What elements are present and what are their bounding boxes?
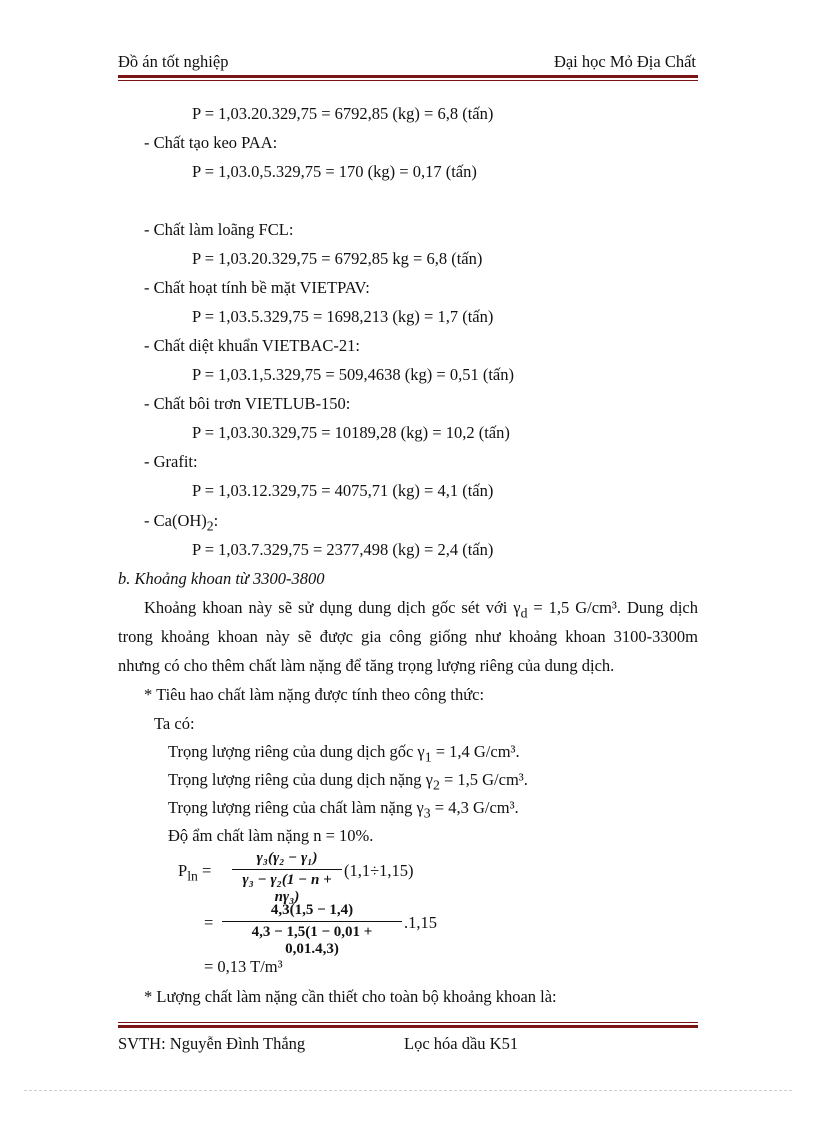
item-label: - Chất bôi trơn VIETLUB-150: bbox=[144, 394, 351, 413]
calc-line: P = 1,03.30.329,75 = 10189,28 (kg) = 10,2 (tấn) bbox=[192, 423, 510, 442]
paragraph-line: trong khoảng khoan này sẽ được gia công giống như khoảng khoan 3100-3300m bbox=[118, 627, 698, 646]
fraction-bar bbox=[232, 869, 342, 870]
text-line: Độ ẩm chất làm nặng n = 10%. bbox=[168, 826, 374, 845]
item-label: - Chất hoạt tính bề mặt VIETPAV: bbox=[144, 278, 370, 297]
formula-numerator: γ₃(γ₂ − γ₁) bbox=[256, 850, 318, 866]
item-label: - Chất tạo keo PAA: bbox=[144, 133, 278, 152]
header-rule-thin bbox=[118, 80, 698, 81]
formula-denominator: 4,3 − 1,5(1 − 0,01 + 0,01.4,3) bbox=[251, 924, 373, 957]
formula-fraction bbox=[222, 902, 402, 958]
formula-result: = 0,13 T/m³ bbox=[204, 957, 283, 976]
formula-eq: = bbox=[204, 913, 214, 932]
formula-tail: (1,1÷1,15) bbox=[344, 861, 414, 880]
paragraph-line: nhưng có cho thêm chất làm nặng để tăng trọng lượng riêng của dung dịch. bbox=[118, 656, 615, 675]
formula-numerator: 4,3(1,5 − 1,4) bbox=[270, 902, 354, 918]
calc-line: P = 1,03.20.329,75 = 6792,85 kg = 6,8 (tấn) bbox=[192, 249, 483, 268]
bullet-line: * Lượng chất làm nặng cần thiết cho toàn bộ khoảng khoan là: bbox=[144, 987, 557, 1006]
calc-line: P = 1,03.12.329,75 = 4075,71 (kg) = 4,1 (tấn) bbox=[192, 481, 494, 500]
fraction-bar bbox=[222, 921, 402, 922]
header-right: Đại học Mỏ Địa Chất bbox=[553, 52, 696, 71]
calc-line: P = 1,03.20.329,75 = 6792,85 (kg) = 6,8 (tấn) bbox=[192, 104, 494, 123]
formula-fraction bbox=[232, 850, 342, 906]
text-line: Trọng lượng riêng của dung dịch gốc $\gamma_1 = 1,4$ G/cm³. bbox=[168, 742, 520, 765]
text-line: Ta có: bbox=[154, 714, 195, 733]
footer-rule-thin bbox=[118, 1022, 698, 1023]
formula-denominator: γ₃ − γ₂(1 − n + nγ₃) bbox=[242, 872, 332, 905]
page-edge bbox=[24, 1090, 792, 1091]
header-rule bbox=[118, 75, 698, 78]
formula-lhs: $P_{ln}$ = bbox=[178, 861, 212, 884]
calc-line: P = 1,03.0,5.329,75 = 170 (kg) = 0,17 (tấn) bbox=[192, 162, 477, 181]
item-label: - Chất làm loãng FCL: bbox=[144, 220, 294, 239]
footer-left: SVTH: Nguyễn Đình Thắng bbox=[118, 1034, 306, 1053]
formula-tail: .1,15 bbox=[404, 913, 437, 932]
text-line: Trọng lượng riêng của dung dịch nặng $\gamma_2 = 1,5$ G/cm³. bbox=[168, 770, 528, 793]
item-label: - Grafit: bbox=[144, 452, 198, 471]
footer-rule bbox=[118, 1025, 698, 1028]
footer-right: Lọc hóa dầu K51 bbox=[404, 1034, 519, 1053]
calc-line: P = 1,03.5.329,75 = 1698,213 (kg) = 1,7 (tấn) bbox=[192, 307, 494, 326]
bullet-line: * Tiêu hao chất làm nặng được tính theo công thức: bbox=[144, 685, 485, 704]
calc-line: P = 1,03.7.329,75 = 2377,498 (kg) = 2,4 (tấn) bbox=[192, 540, 494, 559]
header-left: Đồ án tốt nghiệp bbox=[118, 52, 229, 71]
item-label: - Chất diệt khuẩn VIETBAC-21: bbox=[144, 336, 360, 355]
section-heading: b. Khoảng khoan từ 3300-3800 bbox=[118, 569, 325, 588]
item-label: - $Ca(OH)_2$: bbox=[144, 511, 219, 534]
paragraph-line: Khoảng khoan này sẽ sử dụng dung dịch gốc sét với $\gamma_d = 1,5$ G/cm³. Dung dịch bbox=[144, 598, 699, 621]
calc-line: P = 1,03.1,5.329,75 = 509,4638 (kg) = 0,51 (tấn) bbox=[192, 365, 514, 384]
text-line: Trọng lượng riêng của chất làm nặng $\gamma_3 = 4,3$ G/cm³. bbox=[168, 798, 519, 821]
